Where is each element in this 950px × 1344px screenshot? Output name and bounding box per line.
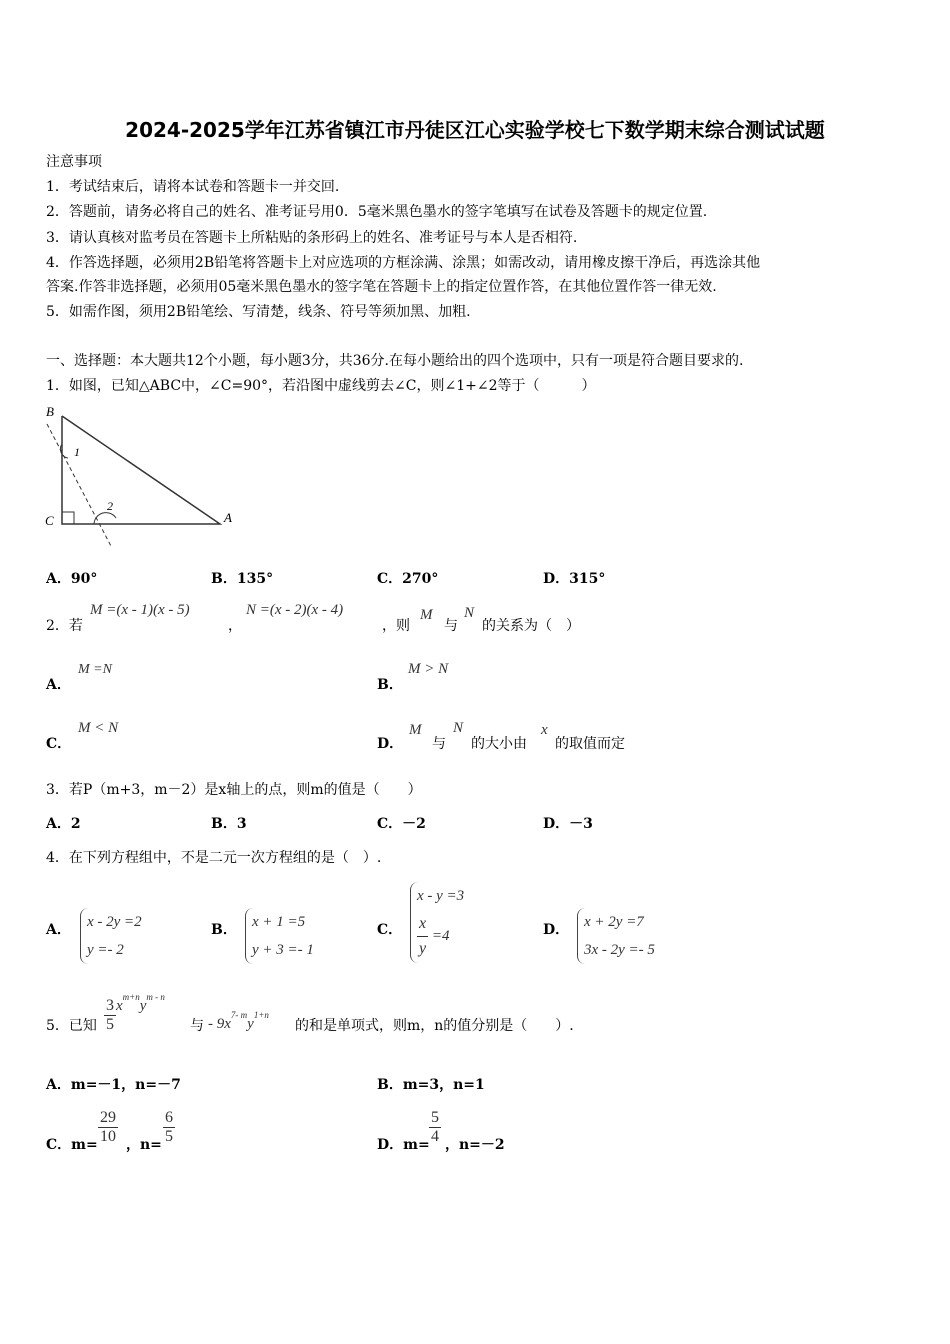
q4-option-c-label: C． (377, 922, 403, 938)
q2-option-d-yu: 与 (432, 736, 446, 752)
equation-fraction (417, 912, 464, 961)
equation: x - y =3 (417, 888, 465, 904)
fraction: $\frac{x}{y}$ (417, 912, 428, 961)
q2-option-b-expr: M > N (408, 661, 449, 677)
q4-option-b-system (245, 908, 314, 964)
equation: x - 2y =2 (87, 914, 142, 930)
q4-option-d-label: D． (543, 922, 570, 938)
page-title: 2024-2025学年江苏省镇江市丹徒区江心实验学校七下数学期末综合测试试题 (125, 118, 825, 142)
q5-option-d-label: D．m= (377, 1137, 430, 1153)
q5-term1: $\frac{3}{5}$ $x^{m+n}y^{m - n}$ (106, 992, 165, 1033)
q4-option-d-system (577, 908, 655, 964)
q5-yu: 与 (190, 1018, 204, 1034)
q2-m-expression: M =(x - 1)(x - 5) (90, 602, 190, 618)
section-heading: 一、选择题：本大题共12个小题，每小题3分，共36分.在每小题给出的四个选项中，只有一项是符合题目要求的. (46, 353, 744, 369)
q2-option-b-label: B． (377, 677, 403, 693)
q2-option-d-label: D． (377, 736, 404, 752)
q3-option-a: A．2 (46, 816, 81, 832)
q5-suffix: 的和是单项式，则m，n的值分别是（ ）. (295, 1018, 574, 1034)
q1-option-c: C．270° (377, 571, 439, 587)
right-angle-mark (62, 512, 74, 524)
angle-1-label: 1 (74, 445, 80, 459)
q4-option-a-system (80, 908, 142, 964)
note-item: 答案.作答非选择题，必须用05毫米黑色墨水的签字笔在答题卡上的指定位置作答，在其他位置作答一律无效. (46, 279, 717, 295)
angle-2-arc (94, 513, 116, 524)
vertex-c-label: C (45, 513, 54, 528)
q3-option-c: C．－2 (377, 816, 426, 832)
vertex-b-label: B (46, 404, 54, 419)
note-item: 5．如需作图，须用2B铅笔绘、写清楚，线条、符号等须加黑、加粗. (46, 304, 471, 320)
q1-option-d: D．315° (543, 571, 606, 587)
vertex-a-label: A (224, 510, 232, 525)
q2-option-a-expr: M =N (78, 662, 112, 677)
q2-option-a-label: A． (46, 677, 71, 693)
q5-option-b: B．m=3，n=1 (377, 1077, 485, 1093)
q1-option-a: A．90° (46, 571, 98, 587)
equation: x + 1 =5 (252, 914, 306, 930)
q2-option-c-label: C． (46, 736, 72, 752)
q5-option-c-sep: ，n= (126, 1137, 162, 1153)
q1-option-b: B．135° (211, 571, 274, 587)
q5-option-c-label: C．m= (46, 1137, 98, 1153)
q5-option-c-m-fraction: $\frac{29}{10}$ (100, 1109, 116, 1145)
q2-suffix: 的关系为（ ） (482, 618, 580, 634)
q4-option-a-label: A． (46, 922, 71, 938)
q3-option-b: B．3 (211, 816, 247, 832)
q5-option-c-n-fraction: $\frac{6}{5}$ (165, 1109, 173, 1145)
q5-option-a: A．m=－1，n=－7 (46, 1077, 181, 1093)
q2-option-d-mid: 的大小由 (471, 736, 527, 752)
q2-m-symbol: M (420, 607, 433, 623)
q5-term2: - $9x^{7- m}y^{1+n}$ (208, 1010, 269, 1032)
q2-option-d-m: M (409, 722, 422, 738)
equation: x + 2y =7 (584, 914, 644, 930)
note-item: 4．作答选择题，必须用2B铅笔将答题卡上对应选项的方框涂满、涂黑；如需改动，请用橡皮擦干净后，再选涂其他 (46, 255, 761, 271)
q4-option-b-label: B． (211, 922, 237, 938)
q2-option-d-x: x (541, 722, 548, 738)
q2-n-expression: N =(x - 2)(x - 4) (246, 602, 344, 618)
q3-option-d: D．－3 (543, 816, 593, 832)
cut-line (47, 424, 112, 548)
note-item: 3．请认真核对监考员在答题卡上所粘贴的条形码上的姓名、准考证号与本人是否相符. (46, 230, 578, 246)
q5-option-d-m-fraction: $\frac{5}{4}$ (431, 1109, 439, 1145)
question-4-stem: 4．在下列方程组中，不是二元一次方程组的是（ ）. (46, 850, 382, 866)
q5-coefficient-fraction: $\frac{3}{5}$ (106, 997, 114, 1033)
equation: y + 3 =- 1 (252, 942, 314, 958)
fraction-rhs: =4 (431, 927, 450, 944)
q2-option-d-tail: 的取值而定 (555, 736, 625, 752)
question-3-stem: 3．若P（m+3，m－2）是x轴上的点，则m的值是（ ） (46, 782, 422, 798)
q5-option-d-tail: ，n=－2 (445, 1137, 505, 1153)
q2-prefix: 2．若 (46, 618, 83, 634)
note-item: 2．答题前，请务必将自己的姓名、准考证号用0．5毫米黑色墨水的签字笔填写在试卷及答题卡的规定位置. (46, 204, 708, 220)
equation: 3x - 2y =- 5 (584, 942, 655, 958)
q5-prefix: 5．已知 (46, 1018, 97, 1034)
q2-option-c-expr: M < N (78, 720, 119, 736)
q2-yu: 与 (444, 618, 458, 634)
triangle-figure (40, 400, 240, 550)
angle-2-label: 2 (107, 499, 113, 513)
note-item: 1．考试结束后，请将本试卷和答题卡一并交回. (46, 179, 340, 195)
q2-mid: ，则 (382, 618, 410, 634)
equation: y =- 2 (87, 942, 124, 958)
q2-n-symbol: N (464, 605, 475, 621)
q4-option-c-system (410, 882, 464, 963)
triangle-abc (62, 416, 220, 524)
question-1-stem: 1．如图，已知△ABC中，∠C=90°，若沿图中虚线剪去∠C，则∠1+∠2等于（ ） (46, 378, 596, 394)
q2-comma: ， (228, 618, 242, 634)
q2-option-d-n: N (453, 720, 464, 736)
notes-heading: 注意事项 (46, 154, 102, 170)
